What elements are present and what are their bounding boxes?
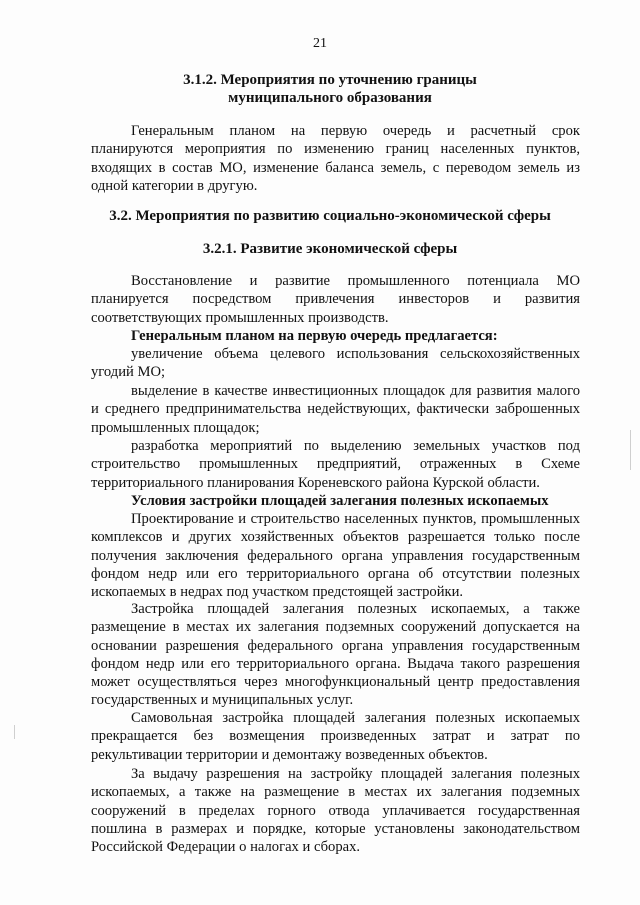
page-number: 21 — [313, 36, 327, 51]
scan-edge-mark — [14, 725, 15, 739]
paragraph: Генеральным планом на первую очередь и расчетный срок планируются мероприятия по изменению границ населенных пунктов, входящих в состав МО, изменение баланса земель, с переводом земель из одной категории в другую. — [91, 123, 580, 194]
paragraph: Самовольная застройка площадей залегания полезных ископаемых прекращается без возмещения произведенных затрат и затрат по рекультивации территории и демонтажу возведенных объектов. — [91, 710, 580, 763]
paragraph: За выдачу разрешения на застройку площадей залегания полезных ископаемых, а также на размещение в местах их залегания подземных сооружений в пределах горного отвода уплачивается государственная пошлина в размерах и порядке, которые установлены законодательством Российской Федерации о налогах и сборах. — [91, 766, 580, 856]
heading-3-2-1: 3.2.1. Развитие экономической сферы — [202, 241, 458, 257]
scan-edge-mark — [630, 430, 631, 470]
list-item: разработка мероприятий по выделению земельных участков под строительство промышленных предприятий, отраженных в Схеме территориального планирования Кореневского района Курской области. — [91, 438, 580, 491]
paragraph: Проектирование и строительство населенных пунктов, промышленных комплексов и других хозяйственных объектов разрешается только после получения заключения федерального органа управления государственным фондом недр или его территориального органа об отсутствии полезных ископаемых в недрах под участком предстоящей застройки. — [91, 511, 580, 601]
list-item: увеличение объема целевого использования сельскохозяйственных угодий МО; — [91, 346, 580, 381]
heading-3-2: 3.2. Мероприятия по развитию социально-экономической сферы — [109, 208, 551, 224]
bold-paragraph: Условия застройки площадей залегания полезных ископаемых — [131, 493, 549, 509]
paragraph: Застройка площадей залегания полезных ископаемых, а также размещение в местах их залегания подземных сооружений допускается на основании разрешения федерального органа управления государственным фондом недр или его территориального органа. Выдача такого разрешения может осуществляться через многофункциональный центр предоставления государственных и муниципальных услуг. — [91, 601, 580, 709]
bold-paragraph: Генеральным планом на первую очередь предлагается: — [131, 328, 498, 344]
list-item: выделение в качестве инвестиционных площадок для развития малого и среднего предпринимательства недействующих, фактически заброшенных промышленных площадок; — [91, 383, 580, 436]
paragraph: Восстановление и развитие промышленного потенциала МО планируется посредством привлечения инвесторов и развития соответствующих промышленных производств. — [91, 273, 580, 326]
heading-3-1-2: 3.1.2. Мероприятия по уточнению границы муниципального образования — [183, 72, 477, 106]
